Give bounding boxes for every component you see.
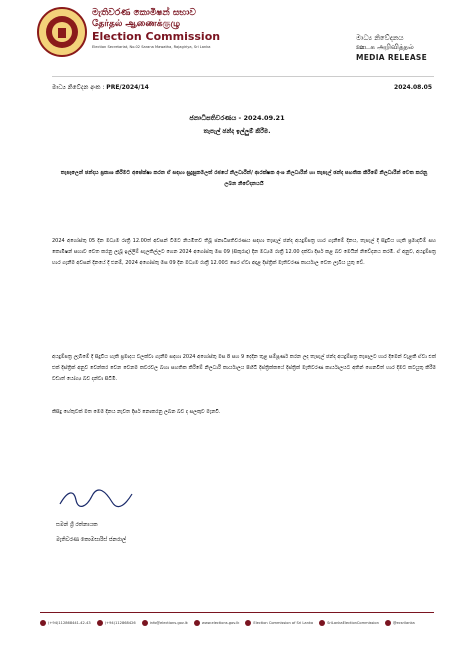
org-name-sinhala: මැතිවරණ කොමිෂන් සභාව (92, 8, 196, 18)
media-release-label (356, 34, 448, 62)
org-address: Election Secretariat, No.02 Sarana Mawatha, Rajagiriya, Sri Lanka (92, 45, 211, 49)
paragraph-3: කිසිදු හේතුවක් මත මෙම දිනය නැවත දීර්ඝ නොකරනු ලබන බව ද සලකුව මැනවි. (52, 409, 221, 415)
signatory-name: සමන් ශ්‍රී රත්නායක (56, 522, 98, 528)
document-subtitle: තැපැල් ඡන්ද ඉල්ලුම් කිරීම. (203, 128, 271, 135)
footer-item-facebook[interactable]: Election Commission of Sri Lanka (245, 620, 313, 626)
footer-item-fax: (+94)112868426 (97, 620, 136, 626)
notice-heading: තැපෑලෙන් ඡන්දය ප්‍රකාශ කිරීමට අපේක්ෂා කරන ඒ සඳහා සුදුසුකමලත් රජයේ නිලධාරීන්/ ආරක්ෂක අංශ නිලධාරීන් හා තැපැල් ඡන්ද සහතික කිරීමේ නිලධාරීන් වෙත කරනු ලබන නිවේදනයයි (60, 170, 428, 187)
release-date: 2024.08.05 (394, 84, 432, 91)
paragraph-1: 2024 අගෝස්තු 05 දින මධ්‍යම රාත්‍රී 12.00ත් අවසන් වීමට නියමිතව තිබූ ජනාධිපතිවරණය සඳහා තැපැල් ඡන්ද අයදුම්පත්‍ර භාර ගැනීමේ දිනය, තැපැල් දී සිදුවිය හැකි ප්‍රමාදවීම් සහ කොමිෂන් සභාව වෙත කරනු ලැබූ ඉල්ලීම් සැලකිල්ලට ගෙන 2024 අගෝස්තු මස 09 (සිකුරාදා) දින මධ්‍යම රාත්‍රී 12.00 දක්වා දීර්ඝ කළ බව මෙයින් නිවේදනය කරමි. ඒ අනුව, අයදුම්පත්‍ර භාර ගැනීම අවසන් දිනයේ දී එනම්, 2024 අගෝස්තු මස 09 දින මධ්‍යම රාත්‍රී 12.00ට පෙර ඒවා අදාළ දිස්ත්‍රික් මැතිවරණ කාර්යාල වෙත ලැබිය යුතු වේ. (52, 238, 436, 266)
footer-item-email[interactable]: info@elections.gov.lk (142, 620, 188, 626)
reference-number (52, 84, 149, 92)
reference-label: මාධ්‍ය නිවේදන අංක : (52, 84, 105, 91)
twitter-icon (385, 620, 391, 626)
signature-icon (56, 486, 136, 510)
signatory-title: මැතිවරණ කොමසාරිස් ජනරාල් (56, 537, 127, 543)
youtube-icon (319, 620, 325, 626)
org-name-tamil: தேர்தல் ஆணைக்குழு (92, 19, 181, 29)
emblem-icon (36, 6, 88, 58)
letterhead (0, 0, 474, 68)
footer-divider (40, 612, 434, 613)
footer-contacts (40, 616, 440, 630)
media-label-sinhala: මාධ්‍ය නිවේදනය (356, 34, 404, 42)
web-icon (194, 620, 200, 626)
media-label-english: MEDIA RELEASE (356, 53, 428, 62)
footer-item-twitter[interactable]: @ecsrilanka (385, 620, 415, 626)
facebook-icon (245, 620, 251, 626)
email-icon (142, 620, 148, 626)
document-title: ජනාධිපතිවරණය - 2024.09.21 (189, 114, 285, 122)
footer-item-youtube[interactable]: SriLankaElectionCommission (319, 620, 379, 626)
footer-item-web[interactable]: www.elections.gov.lk (194, 620, 239, 626)
media-label-tamil: ஊடக அறிவித்தல் (356, 43, 414, 51)
divider (52, 76, 434, 77)
footer-item-phone: (+94)112868441-42-43 (40, 620, 91, 626)
phone-icon (40, 620, 46, 626)
org-name-english: Election Commission (92, 30, 221, 43)
reference-value: PRE/2024/14 (106, 84, 149, 91)
fax-icon (97, 620, 103, 626)
paragraph-2: අයදුම්පත්‍ර ලැබීමේ දී සිදුවිය හැකි ප්‍රමාදය වලක්වා ගැනීම සඳහා 2024 අගෝස්තු මස 8 සහ 9 දෙදින තුළ සම්පූර්ණ කරන ලද තැපැල් ඡන්ද අයදුම්පත්‍ර තැපෑලට භාර දීමෙන් වැළකී ඒවා එක් එක් දිස්ත්‍රික් අනුව වෙන්කර වෙන වෙනම කවරවල බහා සහතික කිරීමේ නිලධාරී කාර්යාලය පිහිටි දිස්ත්‍රික්කයේ දිස්ත්‍රික් මැතිවරණ කාර්යාලයට අතින් ගෙනවිත් භාර දීමට කටයුතු කිරීම වඩාත් යෝග්‍ය බව දන්වා සිටිමි. (52, 354, 436, 382)
